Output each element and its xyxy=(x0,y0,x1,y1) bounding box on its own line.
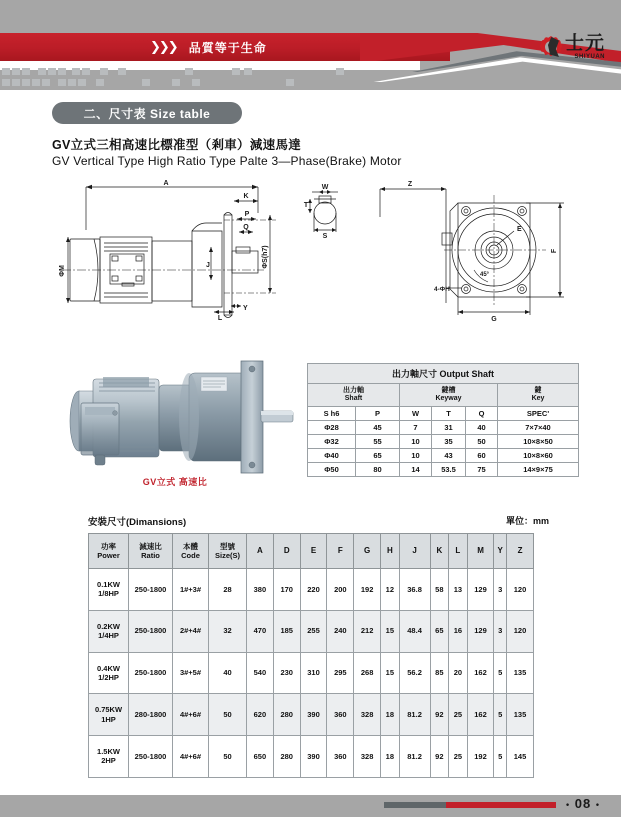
output-shaft-table xyxy=(307,363,579,477)
cell-power xyxy=(89,652,129,694)
cell-ratio: 250-1800 xyxy=(129,569,173,611)
cell-g: 192 xyxy=(354,569,381,611)
cell-f: 360 xyxy=(327,736,354,778)
cell-h: 15 xyxy=(381,652,400,694)
cell-keyway-t: 43 xyxy=(432,449,466,463)
cell-j: 36.8 xyxy=(399,569,430,611)
header-code-en: Code xyxy=(181,551,200,560)
table-row xyxy=(89,652,534,694)
cell-h: 15 xyxy=(381,610,400,652)
cell-f: 200 xyxy=(327,569,354,611)
svg-text:Z: Z xyxy=(407,181,413,188)
cell-power-hp: 1/2HP xyxy=(98,672,119,682)
product-photo-caption: GV立式 高速比 xyxy=(142,477,208,487)
cell-m: 162 xyxy=(467,652,494,694)
subheader-p: P xyxy=(356,407,400,421)
output-shaft-title: 出力軸尺寸 Output Shaft xyxy=(308,364,579,384)
header-size xyxy=(209,534,247,569)
subheader-s: S h6 xyxy=(308,407,356,421)
cell-a: 540 xyxy=(247,652,274,694)
cell-keyway-t: 31 xyxy=(432,421,466,435)
subheader-q: Q xyxy=(466,407,498,421)
output-shaft-subheader-row xyxy=(308,407,579,421)
header-size-en: Size(S) xyxy=(214,551,240,560)
logo-name-cn: 士元 xyxy=(564,33,605,54)
cell-key-spec: 7×7×40 xyxy=(498,421,579,435)
cell-a: 650 xyxy=(247,736,274,778)
table-row xyxy=(89,736,534,778)
header-l: L xyxy=(449,534,468,569)
group-shaft-cn: 出力軸 xyxy=(343,387,364,394)
page-number xyxy=(566,796,600,811)
page-header xyxy=(0,0,621,100)
chevron-right-icon: ❯❯❯ xyxy=(150,39,177,54)
svg-text:P: P xyxy=(244,211,250,218)
cell-l: 25 xyxy=(449,694,468,736)
cell-l: 13 xyxy=(449,569,468,611)
subheader-spec: SPEC' xyxy=(498,407,579,421)
header-g: G xyxy=(354,534,381,569)
header-power-en: Power xyxy=(97,551,120,560)
cell-k: 58 xyxy=(430,569,449,611)
page-footer xyxy=(0,795,621,817)
svg-text:ΦM: ΦM xyxy=(59,265,66,277)
product-title-cn: GV立式三相高速比標准型（剎車）減速馬達 xyxy=(52,138,302,152)
cell-code: 4#+6# xyxy=(173,736,209,778)
company-logo xyxy=(540,34,605,60)
cell-keyway-q: 50 xyxy=(466,435,498,449)
table-row xyxy=(89,694,534,736)
cell-keyway-w: 7 xyxy=(400,421,432,435)
header-y: Y xyxy=(494,534,507,569)
header-d: D xyxy=(273,534,300,569)
cell-d: 280 xyxy=(273,694,300,736)
cell-j: 81.2 xyxy=(399,736,430,778)
cell-j: 56.2 xyxy=(399,652,430,694)
cell-size: 50 xyxy=(209,694,247,736)
cell-j: 81.2 xyxy=(399,694,430,736)
cell-d: 170 xyxy=(273,569,300,611)
cell-power-hp: 1HP xyxy=(101,714,116,724)
header-ratio-cn: 減速比 xyxy=(139,542,162,551)
svg-text:W: W xyxy=(321,184,329,191)
cell-ratio: 250-1800 xyxy=(129,736,173,778)
drawing-svg xyxy=(48,175,588,325)
cell-power-kw: 0.4KW xyxy=(97,663,120,673)
cell-f: 240 xyxy=(327,610,354,652)
cell-code: 2#+4# xyxy=(173,610,209,652)
footer-gray-bar xyxy=(384,802,446,808)
header-power xyxy=(89,534,129,569)
footer-dot-right: • xyxy=(595,799,601,810)
cell-g: 268 xyxy=(354,652,381,694)
group-keyway-cn: 鍵槽 xyxy=(441,387,456,394)
cell-shaft-s: Φ40 xyxy=(308,449,356,463)
gear-icon xyxy=(540,36,562,58)
logo-name-en: SHIYUAN xyxy=(574,54,605,60)
cell-k: 92 xyxy=(430,736,449,778)
cell-k: 85 xyxy=(430,652,449,694)
svg-text:J: J xyxy=(206,262,210,269)
cell-power xyxy=(89,569,129,611)
header-e: E xyxy=(300,534,327,569)
cell-e: 390 xyxy=(300,736,327,778)
header-ratio-en: Ratio xyxy=(141,551,160,560)
header-ratio xyxy=(129,534,173,569)
cell-power-kw: 0.1KW xyxy=(97,580,120,589)
cell-shaft-s: Φ32 xyxy=(308,435,356,449)
cell-size: 50 xyxy=(209,736,247,778)
cell-power-hp: 1/8HP xyxy=(98,589,119,599)
svg-text:F: F xyxy=(551,248,558,254)
cell-shaft-p: 55 xyxy=(356,435,400,449)
subheader-w: W xyxy=(400,407,432,421)
cell-k: 92 xyxy=(430,694,449,736)
technical-drawings xyxy=(48,175,588,325)
cell-e: 310 xyxy=(300,652,327,694)
footer-red-bar xyxy=(446,802,556,808)
header-a: A xyxy=(247,534,274,569)
cell-e: 255 xyxy=(300,610,327,652)
header-size-cn: 型號 xyxy=(220,542,235,551)
cell-keyway-q: 75 xyxy=(466,463,498,477)
cell-h: 18 xyxy=(381,736,400,778)
cell-power-kw: 1.5KW xyxy=(97,747,120,756)
table-row xyxy=(308,463,579,477)
product-photo-svg xyxy=(55,355,295,485)
header-k: K xyxy=(430,534,449,569)
product-title-en: GV Vertical Type High Ratio Type Palte 3—Phase(Brake) Motor xyxy=(52,154,402,168)
cell-z: 145 xyxy=(507,736,534,778)
cell-power xyxy=(89,610,129,652)
cell-shaft-p: 45 xyxy=(356,421,400,435)
header-h: H xyxy=(381,534,400,569)
subheader-t: T xyxy=(432,407,466,421)
cell-shaft-s: Φ50 xyxy=(308,463,356,477)
cell-h: 18 xyxy=(381,694,400,736)
cell-y: 3 xyxy=(494,569,507,611)
cell-h: 12 xyxy=(381,569,400,611)
cell-e: 390 xyxy=(300,694,327,736)
cell-z: 135 xyxy=(507,694,534,736)
cell-f: 295 xyxy=(327,652,354,694)
cell-l: 25 xyxy=(449,736,468,778)
cell-keyway-w: 10 xyxy=(400,435,432,449)
cell-keyway-q: 40 xyxy=(466,421,498,435)
dimensions-unit: 單位：mm xyxy=(505,516,549,526)
cell-z: 120 xyxy=(507,569,534,611)
cell-m: 162 xyxy=(467,694,494,736)
dimensions-header-row xyxy=(89,534,534,569)
cell-e: 220 xyxy=(300,569,327,611)
cell-power xyxy=(89,736,129,778)
cell-a: 620 xyxy=(247,694,274,736)
cell-keyway-w: 10 xyxy=(400,449,432,463)
group-key-en: Key xyxy=(531,395,545,403)
section-pill: 二、尺寸表 Size table xyxy=(52,102,242,124)
header-power-cn: 功率 xyxy=(101,542,116,551)
cell-code: 3#+5# xyxy=(173,652,209,694)
cell-power-kw: 0.2KW xyxy=(97,621,120,631)
header-code-cn: 本體 xyxy=(183,542,198,551)
output-shaft-group-row xyxy=(308,384,579,407)
table-row xyxy=(308,449,579,463)
cell-g: 212 xyxy=(354,610,381,652)
svg-text:G: G xyxy=(491,316,497,323)
cell-keyway-w: 14 xyxy=(400,463,432,477)
cell-m: 192 xyxy=(467,736,494,778)
cell-power-hp: 1/4HP xyxy=(98,631,119,641)
cell-d: 185 xyxy=(273,610,300,652)
cell-size: 40 xyxy=(209,652,247,694)
cell-k: 65 xyxy=(430,610,449,652)
cell-keyway-t: 53.5 xyxy=(432,463,466,477)
dimensions-table xyxy=(88,533,534,778)
cell-shaft-p: 65 xyxy=(356,449,400,463)
svg-text:Y: Y xyxy=(243,305,248,312)
cell-keyway-t: 35 xyxy=(432,435,466,449)
cell-key-spec: 10×8×60 xyxy=(498,449,579,463)
svg-text:4-ΦH: 4-ΦH xyxy=(434,286,450,293)
group-shaft-en: Shaft xyxy=(344,395,363,403)
cell-power-kw: 0.75KW xyxy=(94,705,123,715)
output-shaft-title-row xyxy=(308,364,579,384)
dimensions-heading: 安裝尺寸(Dimansions) xyxy=(88,517,187,528)
cell-size: 32 xyxy=(209,610,247,652)
footer-dot-left: • xyxy=(566,799,571,810)
table-row xyxy=(89,569,534,611)
table-row xyxy=(89,610,534,652)
group-key xyxy=(498,384,579,407)
svg-text:S: S xyxy=(322,233,328,240)
cell-l: 20 xyxy=(449,652,468,694)
cell-ratio: 250-1800 xyxy=(129,610,173,652)
banner-slogan: 品質等于生命 xyxy=(188,40,267,55)
svg-text:T: T xyxy=(303,202,309,209)
svg-text:K: K xyxy=(243,193,249,200)
table-row xyxy=(308,435,579,449)
cell-code: 4#+6# xyxy=(173,694,209,736)
svg-text:45°: 45° xyxy=(480,272,490,278)
group-shaft xyxy=(308,384,400,407)
header-code xyxy=(173,534,209,569)
cell-z: 120 xyxy=(507,610,534,652)
cell-f: 360 xyxy=(327,694,354,736)
svg-text:ΦS(h7): ΦS(h7) xyxy=(262,245,269,269)
header-j: J xyxy=(399,534,430,569)
cell-g: 328 xyxy=(354,694,381,736)
cell-a: 470 xyxy=(247,610,274,652)
product-photo xyxy=(55,355,295,485)
cell-power-hp: 2HP xyxy=(101,756,116,766)
group-key-cn: 鍵 xyxy=(534,387,542,394)
header-banner xyxy=(150,37,267,57)
cell-shaft-p: 80 xyxy=(356,463,400,477)
svg-text:L: L xyxy=(217,315,223,322)
cell-shaft-s: Φ28 xyxy=(308,421,356,435)
header-z: Z xyxy=(507,534,534,569)
cell-m: 129 xyxy=(467,610,494,652)
cell-g: 328 xyxy=(354,736,381,778)
cell-y: 5 xyxy=(494,694,507,736)
cell-ratio: 250-1800 xyxy=(129,652,173,694)
page-number-value: 08 xyxy=(574,796,592,811)
decorative-pixel-band xyxy=(0,68,380,90)
header-m: M xyxy=(467,534,494,569)
cell-ratio: 280-1800 xyxy=(129,694,173,736)
table-row xyxy=(308,421,579,435)
group-keyway-en: Keyway xyxy=(435,395,462,403)
cell-y: 5 xyxy=(494,652,507,694)
cell-y: 5 xyxy=(494,736,507,778)
cell-j: 48.4 xyxy=(399,610,430,652)
cell-power xyxy=(89,694,129,736)
cell-d: 230 xyxy=(273,652,300,694)
page-sheet xyxy=(0,90,621,795)
cell-code: 1#+3# xyxy=(173,569,209,611)
group-keyway xyxy=(400,384,498,407)
cell-size: 28 xyxy=(209,569,247,611)
cell-key-spec: 14×9×75 xyxy=(498,463,579,477)
svg-text:Q: Q xyxy=(243,224,249,231)
cell-m: 129 xyxy=(467,569,494,611)
cell-keyway-q: 60 xyxy=(466,449,498,463)
svg-text:A: A xyxy=(163,180,169,187)
cell-l: 16 xyxy=(449,610,468,652)
cell-z: 135 xyxy=(507,652,534,694)
cell-y: 3 xyxy=(494,610,507,652)
cell-d: 280 xyxy=(273,736,300,778)
header-f: F xyxy=(327,534,354,569)
cell-key-spec: 10×8×50 xyxy=(498,435,579,449)
svg-text:E: E xyxy=(517,226,522,233)
cell-a: 380 xyxy=(247,569,274,611)
